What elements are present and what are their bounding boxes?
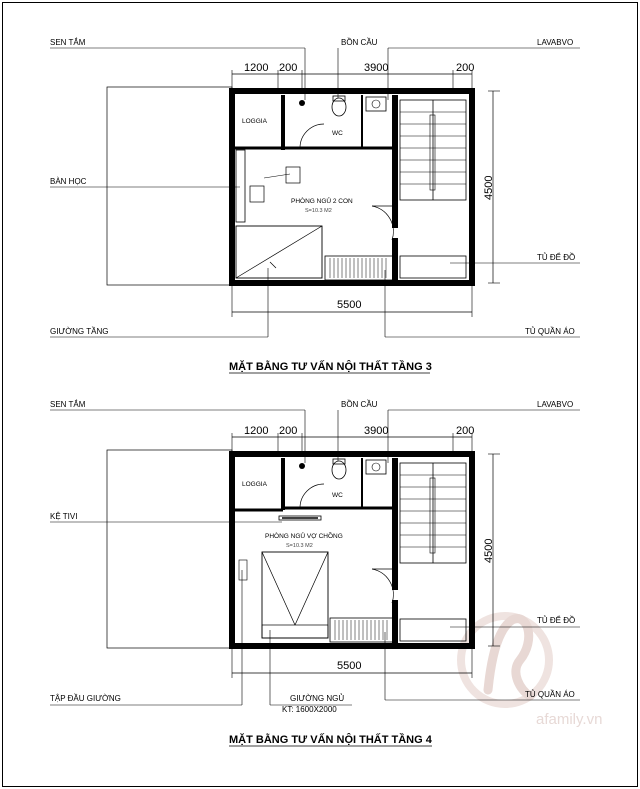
stair-rail: [430, 115, 435, 190]
floor-plan-level-4: [50, 399, 580, 746]
dim-1200: 1200: [244, 425, 269, 437]
label-wardrobe: TỦ QUẦN ÁO: [525, 690, 575, 699]
storage-cabinet: [400, 619, 466, 641]
storage-cabinet: [400, 256, 466, 278]
label-wardrobe: TỦ QUẦN ÁO: [525, 327, 575, 336]
dim-200-right: 200: [456, 425, 475, 437]
plan-title: MẶT BẰNG TƯ VẤN NỘI THẤT TẦNG 3: [229, 361, 432, 373]
wardrobe-hangers: [335, 620, 387, 640]
exterior-wall: [232, 91, 472, 283]
shower-icon: [299, 100, 305, 106]
dim-200-right: 200: [456, 62, 475, 74]
neighbor-area: [107, 450, 232, 648]
label-lavabo: LAVABVO: [537, 38, 574, 47]
label-storage-cabinet: TỦ ĐỂ ĐỒ: [537, 616, 576, 625]
watermark-text: afamily.vn: [536, 711, 603, 728]
label-headboard: TẬP ĐẦU GIƯỜNG: [50, 694, 121, 703]
sink-icon: [366, 460, 386, 474]
wc-door-swing: [300, 484, 324, 508]
study-desk: [236, 150, 245, 222]
wardrobe: [330, 618, 393, 642]
watermark-logo-glyph: [488, 619, 530, 696]
dim-4500: 4500: [483, 538, 495, 563]
dim-5500: 5500: [337, 299, 362, 311]
shower-icon: [299, 463, 305, 469]
dim-3900: 3900: [364, 425, 389, 437]
headboard: [262, 625, 328, 638]
label-wc: WC: [332, 130, 343, 137]
wardrobe: [325, 256, 393, 280]
dim-3900: 3900: [364, 62, 389, 74]
watermark: [461, 616, 602, 728]
label-study-desk: BÀN HỌC: [50, 177, 87, 186]
label-toilet: BỒN CẦU: [341, 400, 378, 409]
bedside-table: [239, 560, 247, 580]
wardrobe-hangers: [330, 258, 386, 278]
bedroom-door-swing: [372, 206, 393, 240]
label-loggia: LOGGIA: [242, 118, 267, 125]
exterior-wall: [232, 454, 472, 646]
label-loggia: LOGGIA: [242, 481, 267, 488]
wc-door-swing: [300, 124, 324, 148]
label-bunk-bed: GIƯỜNG TẦNG: [50, 327, 109, 336]
sheet-border: [3, 3, 638, 787]
study-chair: [250, 186, 264, 202]
dim-1200: 1200: [244, 62, 269, 74]
label-room-name: PHÒNG NGỦ 2 CON: [291, 198, 353, 205]
label-toilet: BỒN CẦU: [341, 38, 378, 47]
dim-200-left: 200: [279, 62, 298, 74]
plan-title: MẶT BẰNG TƯ VẤN NỘI THẤT TẦNG 4: [229, 734, 432, 746]
label-shower: SEN TẮM: [50, 38, 86, 47]
bedroom-door-swing: [372, 569, 393, 603]
label-storage-cabinet: TỦ ĐỂ ĐỒ: [537, 253, 576, 262]
stair-rail: [430, 478, 435, 553]
label-wc: WC: [332, 492, 343, 499]
label-room-area: S=10.3 M2: [305, 208, 332, 214]
label-tv-shelf: KỆ TIVI: [50, 512, 78, 521]
label-lavabo: LAVABVO: [537, 400, 574, 409]
label-bed: GIƯỜNG NGỦ: [290, 694, 345, 703]
label-shower: SEN TẮM: [50, 400, 86, 409]
neighbor-area: [107, 87, 232, 285]
label-room-name: PHÒNG NGỦ VỢ CHỒNG: [265, 533, 343, 540]
dim-200-left: 200: [279, 425, 298, 437]
sink-icon: [366, 97, 386, 111]
dim-5500: 5500: [337, 660, 362, 672]
dim-4500: 4500: [483, 175, 495, 200]
label-room-area: S=10.3 M2: [286, 543, 313, 549]
floor-plan-level-3: [50, 37, 580, 373]
label-bed-size: KT: 1600X2000: [282, 705, 337, 714]
